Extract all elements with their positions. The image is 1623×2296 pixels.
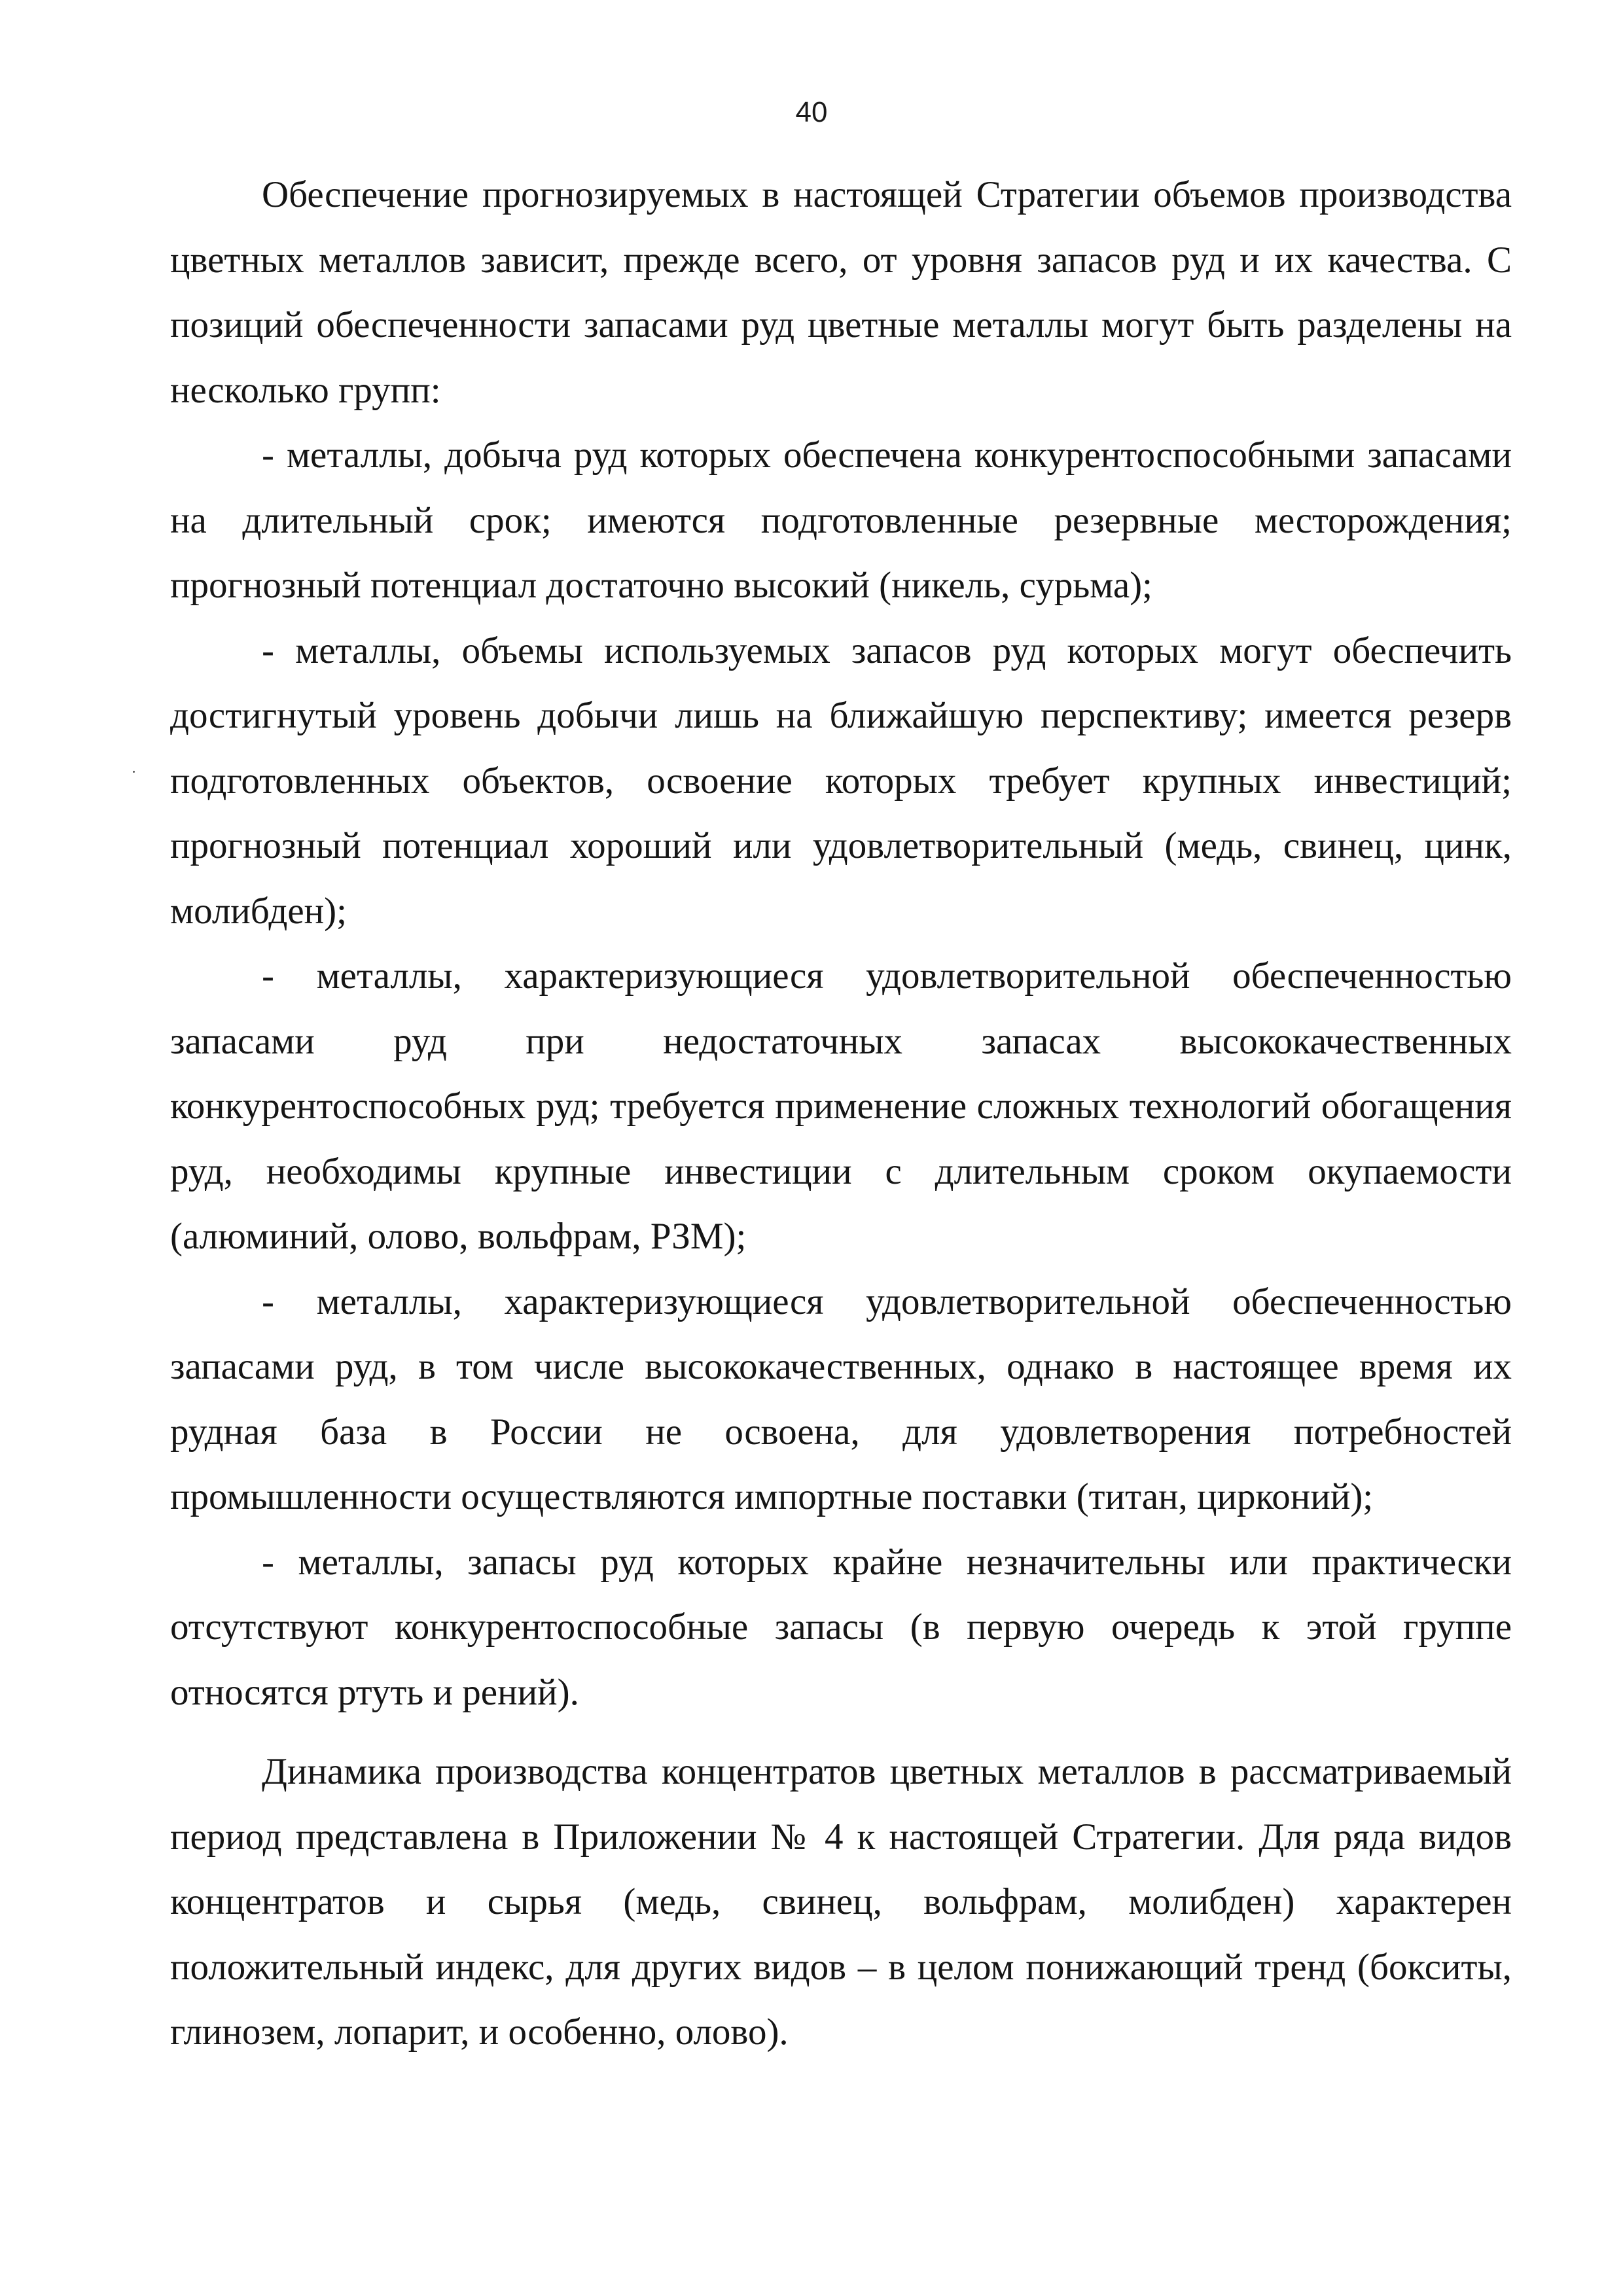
- paragraph-dynamics: Динамика производства концентратов цветных металлов в рассматриваемый период представлена в Приложении № 4 к настоящей Стратегии. Для ряда видов концентратов и сырья (медь, свинец, вольфрам, молибден) характерен положительный индекс, для других видов – в целом понижающий тренд (бокситы, глинозем, лопарит, и особенно, олово).: [170, 1751, 1512, 2053]
- list-item-group-5: - металлы, запасы руд которых крайне незначительны или практически отсутствуют конкурентоспособные запасы (в первую очередь к этой группе относятся ртуть и рений).: [170, 1541, 1512, 1713]
- list-item-group-4: - металлы, характеризующиеся удовлетворительной обеспеченностью запасами руд, в том числе высококачественных, однако в настоящее время их рудная база в России не освоена, для удовлетворения потребностей промышленности осуществляются импортные поставки (титан, цирконий);: [170, 1280, 1512, 1517]
- list-item-group-2: - металлы, объемы используемых запасов руд которых могут обеспечить достигнутый уровень добычи лишь на ближайшую перспективу; имеется резерв подготовленных объектов, освоение которых требует крупных инвестиций; прогнозный потенциал хороший или удовлетворительный (медь, свинец, цинк, молибден);: [170, 629, 1512, 932]
- paragraph-intro: Обеспечение прогнозируемых в настоящей Стратегии объемов производства цветных металлов зависит, прежде всего, от уровня запасов руд и их качества. С позиций обеспеченности запасами руд цветные металлы могут быть разделены на несколько групп:: [170, 174, 1512, 411]
- list-item-group-3: - металлы, характеризующиеся удовлетворительной обеспеченностью запасами руд при недостаточных запасах высококачественных конкурентоспособных руд; требуется применение сложных технологий обогащения руд, необходимы крупные инвестиции с длительным сроком окупаемости (алюминий, олово, вольфрам, РЗМ);: [170, 955, 1512, 1257]
- page-number: 40: [795, 96, 828, 128]
- list-item-group-1: - металлы, добыча руд которых обеспечена конкурентоспособными запасами на длительный срок; имеются подготовленные резервные месторождения; прогнозный потенциал достаточно высокий (никель, сурьма);: [170, 434, 1512, 606]
- scan-artifact-dot: [133, 771, 135, 773]
- document-body: [170, 162, 1512, 2065]
